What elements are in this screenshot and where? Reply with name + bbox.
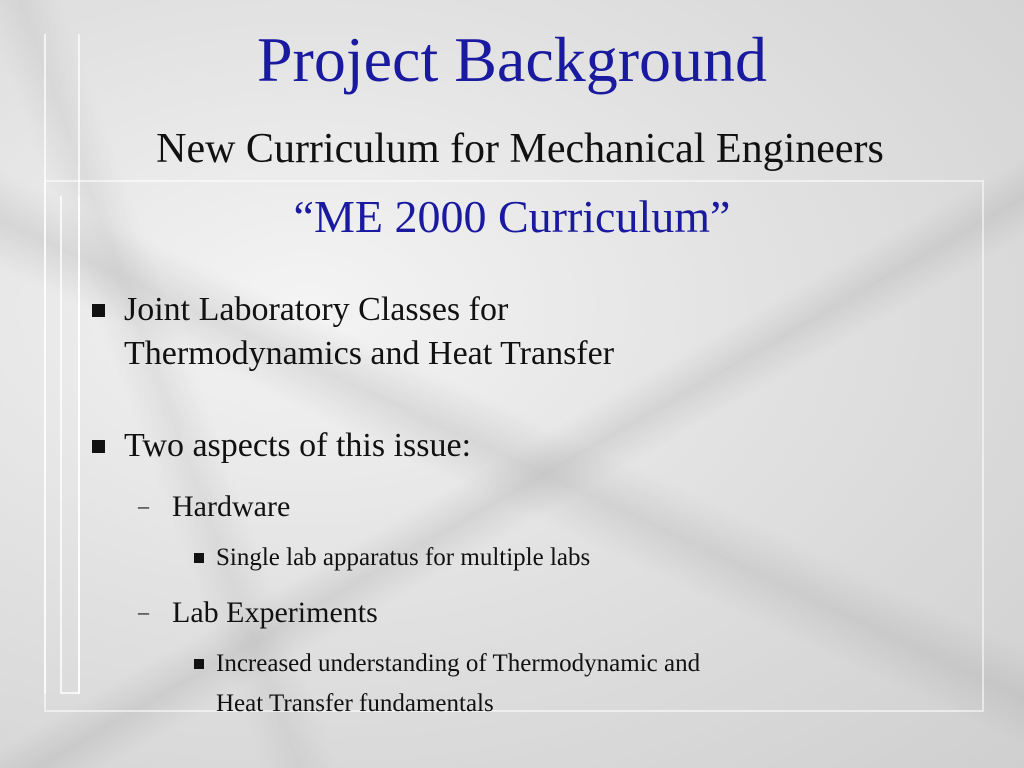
square-bullet-icon — [194, 553, 204, 563]
sub-bullet-text: Lab Experiments — [172, 596, 378, 629]
bullet-item — [124, 424, 471, 468]
bullet-text-line: Thermodynamics and Heat Transfer — [124, 335, 615, 372]
slide-title: Project Background — [256, 24, 768, 95]
dash-bullet-icon: – — [138, 493, 149, 518]
sub-bullet-item — [138, 488, 291, 526]
square-bullet-icon — [92, 440, 105, 453]
bullet-item — [124, 288, 614, 376]
detail-bullet-item — [216, 538, 590, 578]
detail-text-line: Increased understanding of Thermodynamic and — [216, 650, 701, 677]
square-bullet-icon — [92, 304, 105, 317]
sub-bullet-item — [138, 594, 378, 632]
square-bullet-icon — [194, 659, 204, 669]
bullet-text-line: Joint Laboratory Classes for — [124, 291, 509, 328]
detail-bullet-item — [216, 644, 700, 724]
sub-bullet-text: Hardware — [172, 490, 291, 523]
dash-bullet-icon: – — [138, 599, 149, 624]
bullet-text-line: Two aspects of this issue: — [124, 427, 472, 464]
slide-subtitle-quote: “ME 2000 Curriculum” — [293, 191, 731, 242]
detail-text-line: Heat Transfer fundamentals — [216, 690, 494, 717]
detail-text-line: Single lab apparatus for multiple labs — [216, 544, 591, 571]
slide-subtitle: New Curriculum for Mechanical Engineers — [156, 126, 884, 172]
